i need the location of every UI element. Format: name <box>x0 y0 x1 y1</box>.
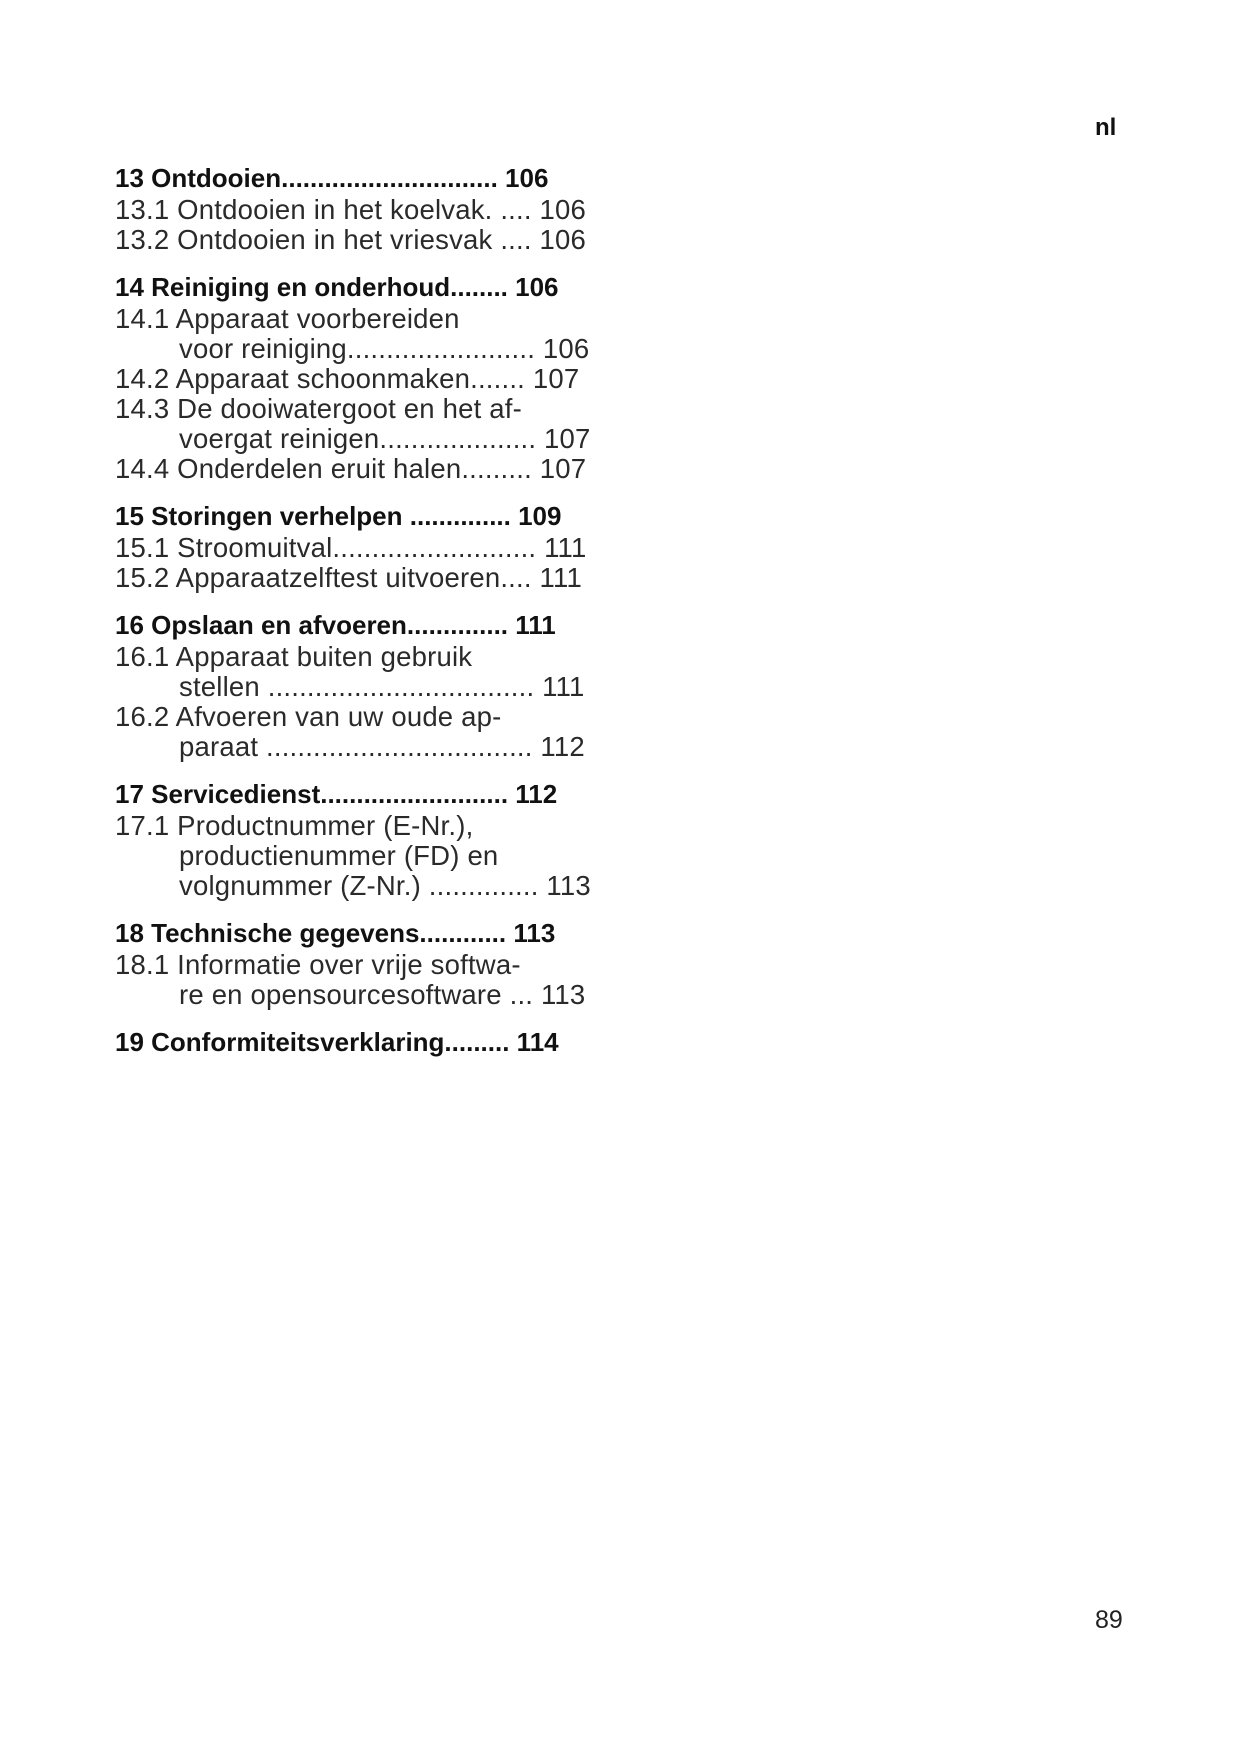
toc-section <box>115 271 635 484</box>
toc-entry-continuation: voergat reinigen.................... 107 <box>179 423 591 454</box>
toc-entry-continuation: volgnummer (Z-Nr.) .............. 113 <box>179 870 591 901</box>
toc-entry-line: 16.2 Afvoeren van uw oude ap- <box>115 701 502 732</box>
table-of-contents <box>115 162 635 1075</box>
toc-section <box>115 1026 635 1059</box>
toc-entry-line: 15.1 Stroomuitval.......................... 111 <box>115 532 587 563</box>
toc-entry[interactable] <box>115 702 635 762</box>
toc-entry-line: 18.1 Informatie over vrije softwa- <box>115 949 521 980</box>
toc-entry[interactable] <box>115 195 635 225</box>
page-number: 89 <box>1095 1606 1123 1634</box>
toc-chapter-heading[interactable]: 18 Technische gegevens............ 113 <box>115 918 556 948</box>
toc-chapter-heading[interactable]: 13 Ontdooien.............................. 106 <box>115 163 549 193</box>
toc-entry-line: 17.1 Productnummer (E-Nr.), <box>115 810 474 841</box>
toc-entry[interactable] <box>115 364 635 394</box>
toc-entry-continuation: voor reiniging........................ 106 <box>179 333 590 364</box>
toc-chapter-heading[interactable]: 15 Storingen verhelpen .............. 109 <box>115 501 562 531</box>
toc-entry-continuation: productienummer (FD) en <box>179 840 499 871</box>
toc-entry-line: 13.1 Ontdooien in het koelvak. .... 106 <box>115 194 587 225</box>
toc-entry-continuation: paraat .................................. 112 <box>179 731 585 762</box>
toc-entry-line: 14.2 Apparaat schoonmaken....... 107 <box>115 363 580 394</box>
toc-entry-line: 14.1 Apparaat voorbereiden <box>115 303 460 334</box>
toc-entry[interactable] <box>115 454 635 484</box>
toc-entry-line: 15.2 Apparaatzelftest uitvoeren.... 111 <box>115 562 582 593</box>
toc-section <box>115 917 635 1010</box>
toc-chapter-heading[interactable]: 14 Reiniging en onderhoud........ 106 <box>115 272 559 302</box>
toc-section <box>115 500 635 593</box>
toc-section <box>115 778 635 901</box>
language-label: nl <box>1095 114 1117 141</box>
toc-entry[interactable] <box>115 811 635 901</box>
toc-entry[interactable] <box>115 533 635 563</box>
toc-entry-continuation: stellen .................................. 111 <box>179 671 585 702</box>
toc-entry[interactable] <box>115 563 635 593</box>
toc-entry[interactable] <box>115 394 635 454</box>
toc-entry[interactable] <box>115 225 635 255</box>
toc-entry-line: 14.4 Onderdelen eruit halen......... 107 <box>115 453 587 484</box>
toc-chapter-heading[interactable]: 16 Opslaan en afvoeren.............. 111 <box>115 610 556 640</box>
toc-entry-continuation: re en opensourcesoftware ... 113 <box>179 979 586 1010</box>
toc-entry-line: 14.3 De dooiwatergoot en het af- <box>115 393 522 424</box>
toc-section <box>115 162 635 255</box>
toc-entry-line: 13.2 Ontdooien in het vriesvak .... 106 <box>115 224 587 255</box>
toc-entry-line: 16.1 Apparaat buiten gebruik <box>115 641 473 672</box>
toc-entry[interactable] <box>115 950 635 1010</box>
toc-chapter-heading[interactable]: 19 Conformiteitsverklaring......... 114 <box>115 1027 559 1057</box>
toc-chapter-heading[interactable]: 17 Servicedienst.......................... 112 <box>115 779 558 809</box>
toc-section <box>115 609 635 762</box>
toc-entry[interactable] <box>115 304 635 364</box>
toc-entry[interactable] <box>115 642 635 702</box>
